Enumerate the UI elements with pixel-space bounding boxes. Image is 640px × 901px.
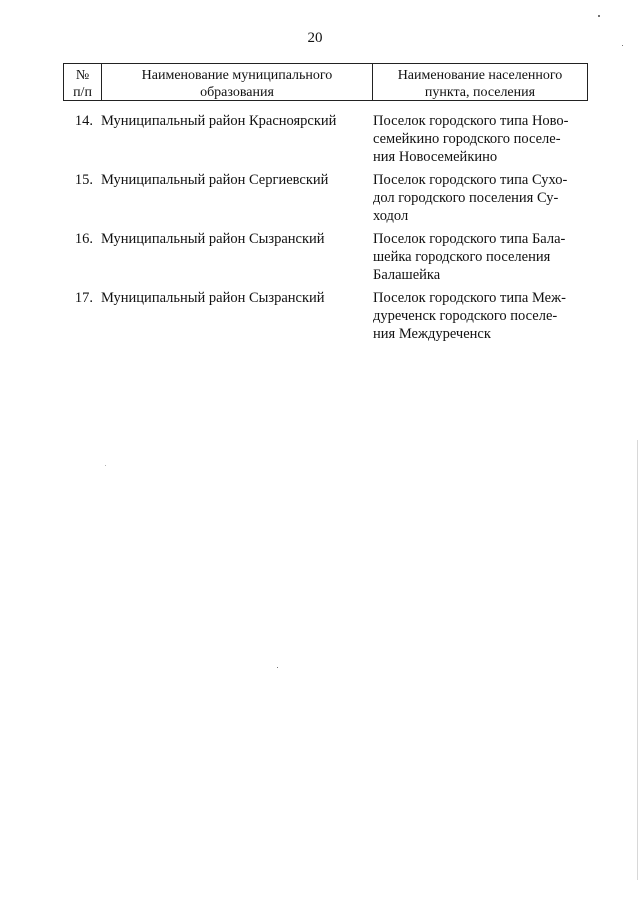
scan-speck bbox=[598, 15, 600, 17]
table-header bbox=[63, 63, 588, 101]
scan-speck bbox=[105, 465, 106, 466]
row-locality: Поселок городского типа Меж- дуреченск городского поселе- ния Междуреченск bbox=[373, 290, 566, 342]
row-number: 15. bbox=[74, 172, 93, 188]
row-number: 14. bbox=[74, 113, 93, 129]
row-municipality: Муниципальный район Сергиевский bbox=[101, 172, 329, 188]
scan-speck bbox=[622, 45, 623, 46]
page-number: 20 bbox=[307, 30, 323, 46]
table-row bbox=[63, 171, 588, 230]
header-locality: Наименование населенного пункта, поселения bbox=[397, 68, 563, 100]
row-number: 16. bbox=[74, 231, 93, 247]
scan-edge-line bbox=[637, 440, 638, 880]
row-locality: Поселок городского типа Ново- семейкино городского поселе- ния Новосемейкино bbox=[373, 113, 569, 165]
table-row bbox=[63, 289, 588, 348]
table-body bbox=[63, 112, 588, 348]
row-municipality: Муниципальный район Сызранский bbox=[101, 231, 325, 247]
table-row bbox=[63, 230, 588, 289]
row-number: 17. bbox=[74, 290, 93, 306]
row-municipality: Муниципальный район Сызранский bbox=[101, 290, 325, 306]
scan-speck bbox=[277, 667, 278, 668]
header-number: № п/п bbox=[64, 64, 102, 100]
row-locality: Поселок городского типа Сухо- дол городского поселения Су- ходол bbox=[373, 172, 568, 224]
row-municipality: Муниципальный район Красноярский bbox=[101, 113, 337, 129]
table-row bbox=[63, 112, 588, 171]
row-locality: Поселок городского типа Бала- шейка городского поселения Балашейка bbox=[373, 231, 566, 283]
header-municipality: Наименование муниципального образования bbox=[102, 64, 373, 100]
